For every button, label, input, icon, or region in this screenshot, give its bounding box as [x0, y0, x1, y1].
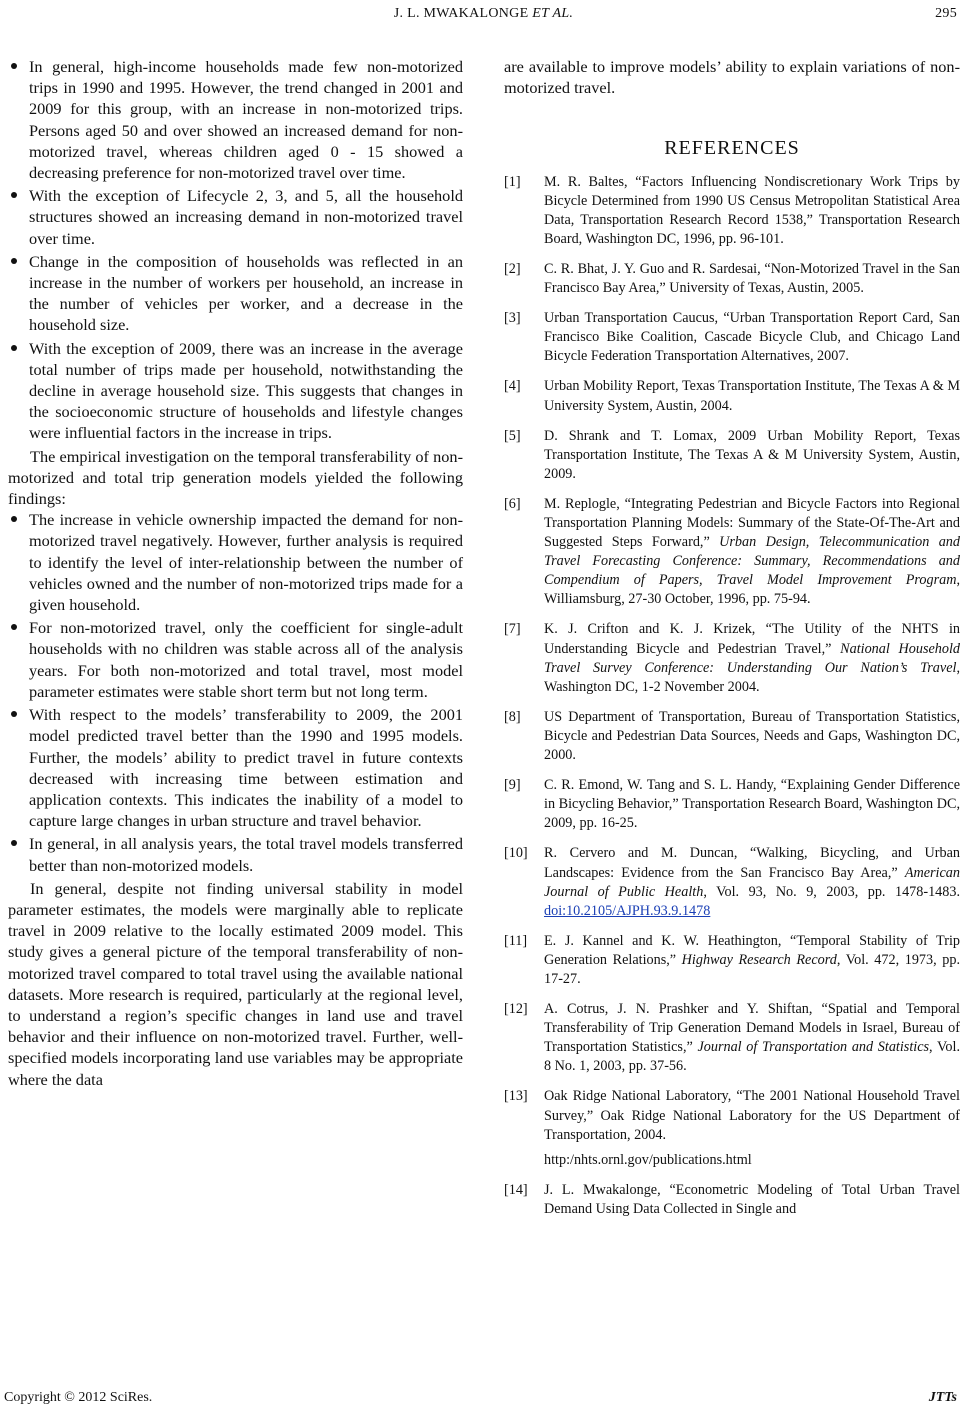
- reference-entry: [504, 260, 960, 298]
- reference-entry: [504, 708, 960, 765]
- reference-main: US Department of Transportation, Bureau of Transportation Statistics, Bicycle and Pedestrian Data Sources, Needs and Gaps, Washington DC, 2000.: [544, 708, 960, 764]
- bullet-dot: [11, 711, 17, 717]
- reference-details: , Williamsburg, 27-30 October, 1996, pp. 75-94.: [544, 572, 960, 608]
- reference-number: [5]: [504, 427, 521, 444]
- journal-abbrev: JTTs: [928, 1390, 957, 1405]
- bullet-dot: [11, 345, 17, 351]
- reference-source-title: Highway Research Record: [681, 951, 837, 968]
- doi-link[interactable]: doi:10.2105/AJPH.93.9.1478: [544, 902, 711, 919]
- reference-source-title: Journal of Transportation and Statistics: [697, 1039, 930, 1056]
- reference-source-title: Urban Design, Telecommunication and Travel Forecasting Conference: Summary, Recommendations and Compendium of Papers, Travel Model Improvement Program: [544, 534, 960, 589]
- reference-text: [544, 310, 960, 364]
- left-column: [8, 56, 463, 1090]
- reference-entry: [504, 776, 960, 833]
- bullet-dot: [11, 258, 17, 264]
- reference-number: [10]: [504, 845, 528, 862]
- references-heading: REFERENCES: [664, 137, 800, 160]
- copyright-notice: Copyright © 2012 SciRes.: [4, 1390, 153, 1405]
- reference-main: J. L. Mwakalonge, “Econometric Modeling of Total Urban Travel Demand Using Data Collected in Single and: [544, 1181, 960, 1217]
- reference-main: M. Replogle, “Integrating Pedestrian and Bicycle Factors into Regional Transportation Planning Models: Summary of the State-Of-The-Art and Suggested Steps Forward,”: [544, 495, 960, 551]
- et-al: ET AL.: [532, 6, 574, 21]
- reference-entry: [504, 377, 960, 415]
- bullet-text: With the exception of 2009, there was an increase in the average total number of trips made per household, notwithstanding the decline in average household size. This suggests that changes in the socioeconomic structure of households and lifestyle changes were influential factors in the increase in trips.: [29, 338, 463, 443]
- reference-entry: [504, 1000, 960, 1076]
- bullet-dot: [11, 840, 17, 846]
- reference-number: [2]: [504, 260, 521, 277]
- reference-text: [544, 428, 960, 482]
- bullet-text: With the exception of Lifecycle 2, 3, and 5, all the household structures showed an increasing demand in non-motorized travel over time.: [29, 186, 463, 248]
- reference-number: [8]: [504, 708, 521, 725]
- bullet-item: [8, 56, 463, 183]
- conclusion-paragraph: In general, despite not finding universal stability in model parameter estimates, the models were marginally able to replicate travel in 2009 relative to the locally estimated 2009 model. This study gives a general picture of the temporal transferability of non-motorized travel compared to total travel using the available national datasets. More research is required, particularly at the regional level, to understand a region’s specific changes in land use and travel behavior and their influence on non-motorized travel. Further, well-specified models incorporating land use variables may be appropriate where the data: [8, 878, 463, 1089]
- bullet-text: The increase in vehicle ownership impacted the demand for non-motorized travel negatively. However, further analysis is required to identify the level of inter-relationship between the number of vehicles owned and the number of non-motorized trips made for a given household.: [29, 510, 463, 615]
- right-column: [504, 56, 960, 1230]
- reference-main: Oak Ridge National Laboratory, “The 2001 National Household Travel Survey,” Oak Ridge National Laboratory for the US Department of Transportation, 2004.: [544, 1088, 960, 1143]
- reference-details: , Washington DC, 1-2 November 2004.: [544, 659, 960, 695]
- reference-source-title: American Journal of Public Health: [544, 864, 960, 900]
- bullet-dot: [11, 624, 17, 630]
- reference-text: [544, 1001, 960, 1074]
- bullet-item: [8, 251, 463, 336]
- reference-text: [544, 1182, 960, 1217]
- reference-number: [3]: [504, 310, 521, 327]
- bullet-text: In general, high-income households made few non-motorized trips in 1990 and 1995. However, the trend changed in 2001 and 2009 for this group, with an increase in non-motorized trips. Persons aged 50 and over showed an increased demand for non-motorized travel, whereas children aged 0 - 15 showed a decreasing preference for non-motorized travel over time.: [29, 57, 463, 183]
- bullet-text: In general, in all analysis years, the total travel models transferred better than non-motorized models.: [29, 834, 463, 875]
- reference-number: [13]: [504, 1088, 528, 1105]
- reference-main: C. R. Emond, W. Tang and S. L. Handy, “Explaining Gender Difference in Bicycling Behavior,” Transportation Research Board, Washington DC, 2009, pp. 16-25.: [544, 777, 960, 832]
- reference-list: [504, 173, 960, 1219]
- reference-source-title: National Household Travel Survey Conference: Understanding Our Nation’s Travel: [544, 640, 960, 676]
- reference-number: [14]: [504, 1181, 528, 1198]
- reference-number: [11]: [504, 932, 528, 949]
- bullet-text: Change in the composition of households was reflected in an increase in the number of workers per household, an increase in the number of vehicles per worker, and a decrease in the household size.: [29, 251, 463, 335]
- bullet-dot: [11, 63, 17, 69]
- reference-number: [6]: [504, 495, 521, 512]
- reference-main: D. Shrank and T. Lomax, 2009 Urban Mobility Report, Texas Transportation Institute, The Texas A & M University System, Austin, 2009.: [544, 427, 960, 482]
- bullet-item: [8, 833, 463, 875]
- reference-text: [544, 777, 960, 831]
- bullet-item: [8, 617, 463, 702]
- reference-main: K. J. Crifton and K. J. Krizek, “The Utility of the NHTS in Understanding Bicycle and Pedestrian Travel,”: [544, 621, 960, 657]
- bullet-text: For non-motorized travel, only the coefficient for single-adult households with no children was stable across all of the analysis years. For both non-motorized and total travel, most model parameter estimates were stable short term but not long term.: [29, 618, 463, 701]
- reference-entry: [504, 309, 960, 366]
- reference-entry: [504, 1087, 960, 1169]
- continuation-paragraph: are available to improve models’ ability to explain variations of non-motorized travel.: [504, 57, 960, 98]
- reference-text: [544, 933, 960, 987]
- reference-number: [7]: [504, 621, 521, 638]
- reference-entry: [504, 495, 960, 610]
- running-head-authors: [0, 6, 967, 22]
- bullet-item: [8, 185, 463, 249]
- reference-text: [544, 845, 960, 918]
- reference-entry: [504, 932, 960, 989]
- reference-entry: [504, 1181, 960, 1219]
- reference-text: [544, 621, 960, 694]
- reference-main: R. Cervero and M. Duncan, “Walking, Bicycling, and Urban Landscapes: Evidence from the San Francisco Bay Area,”: [544, 845, 960, 881]
- reference-details: , Vol. 93, No. 9, 2003, pp. 1478-1483.: [703, 883, 960, 900]
- reference-number: [9]: [504, 777, 521, 794]
- reference-entry: [504, 620, 960, 696]
- bullet-dot: [11, 516, 17, 522]
- reference-text: [544, 378, 960, 413]
- reference-text: [544, 496, 960, 607]
- bullet-dot: [11, 192, 17, 198]
- reference-entry: [504, 173, 960, 249]
- reference-number: [1]: [504, 173, 521, 190]
- reference-main: Urban Transportation Caucus, “Urban Transportation Report Card, San Francisco Bike Coalition, Cascade Bicycle Club, and Chicago Land Bicycle Federation Transportation Alternatives, 2007.: [544, 310, 960, 365]
- bullet-text: With respect to the models’ transferability to 2009, the 2001 model predicted travel better than the 1990 and 1995 models. Further, the models’ ability to predict travel in future contexts decreased with increasing time between estimation and application contexts. This indicates the inability of a model to capture large changes in urban structure and travel behavior.: [29, 705, 463, 831]
- page-number: 295: [935, 6, 957, 21]
- reference-main: A. Cotrus, J. N. Prashker and Y. Shiftan, “Spatial and Temporal Transferability of Trip Generation Demand Models in Israel, Bureau of Transportation Statistics,”: [544, 1001, 960, 1056]
- author-names: J. L. MWAKALONGE: [393, 6, 529, 21]
- findings-intro-paragraph: The empirical investigation on the temporal transferability of non-motorized and total trip generation models yielded the following findings:: [8, 446, 463, 509]
- reference-main: M. R. Baltes, “Factors Influencing Nondiscretionary Work Trips by Bicycle Determined from 1990 US Census Metropolitan Statistical Area Data, Transportation Research Record 1538,” Transportation Research Board, Washington DC, 1996, pp. 96-101.: [544, 173, 960, 247]
- bullet-item: [8, 509, 463, 615]
- reference-text: [544, 709, 960, 763]
- bullet-item: [8, 338, 463, 444]
- reference-main: Urban Mobility Report, Texas Transportation Institute, The Texas A & M University System, Austin, 2004.: [544, 378, 960, 414]
- reference-main: E. J. Kannel and K. W. Heathington, “Temporal Stability of Trip Generation Relations,”: [544, 932, 960, 968]
- reference-entry: [504, 427, 960, 484]
- reference-details: , Vol. 8 No. 1, 2003, pp. 37-56.: [544, 1039, 960, 1075]
- reference-number: [12]: [504, 1001, 528, 1018]
- reference-text: [544, 174, 960, 247]
- reference-url[interactable]: http:/nhts.ornl.gov/publications.html: [544, 1151, 752, 1168]
- reference-text: [544, 1088, 960, 1142]
- reference-entry: [504, 844, 960, 920]
- reference-main: C. R. Bhat, J. Y. Guo and R. Sardesai, “Non-Motorized Travel in the San Francisco Bay Area,” University of Texas, Austin, 2005.: [544, 260, 960, 297]
- page-footer: [0, 1390, 967, 1410]
- reference-text: [544, 261, 960, 296]
- reference-number: [4]: [504, 378, 521, 395]
- running-head: [0, 6, 967, 28]
- reference-details: , Vol. 472, 1973, pp. 17-27.: [544, 951, 960, 987]
- bullet-item: [8, 704, 463, 831]
